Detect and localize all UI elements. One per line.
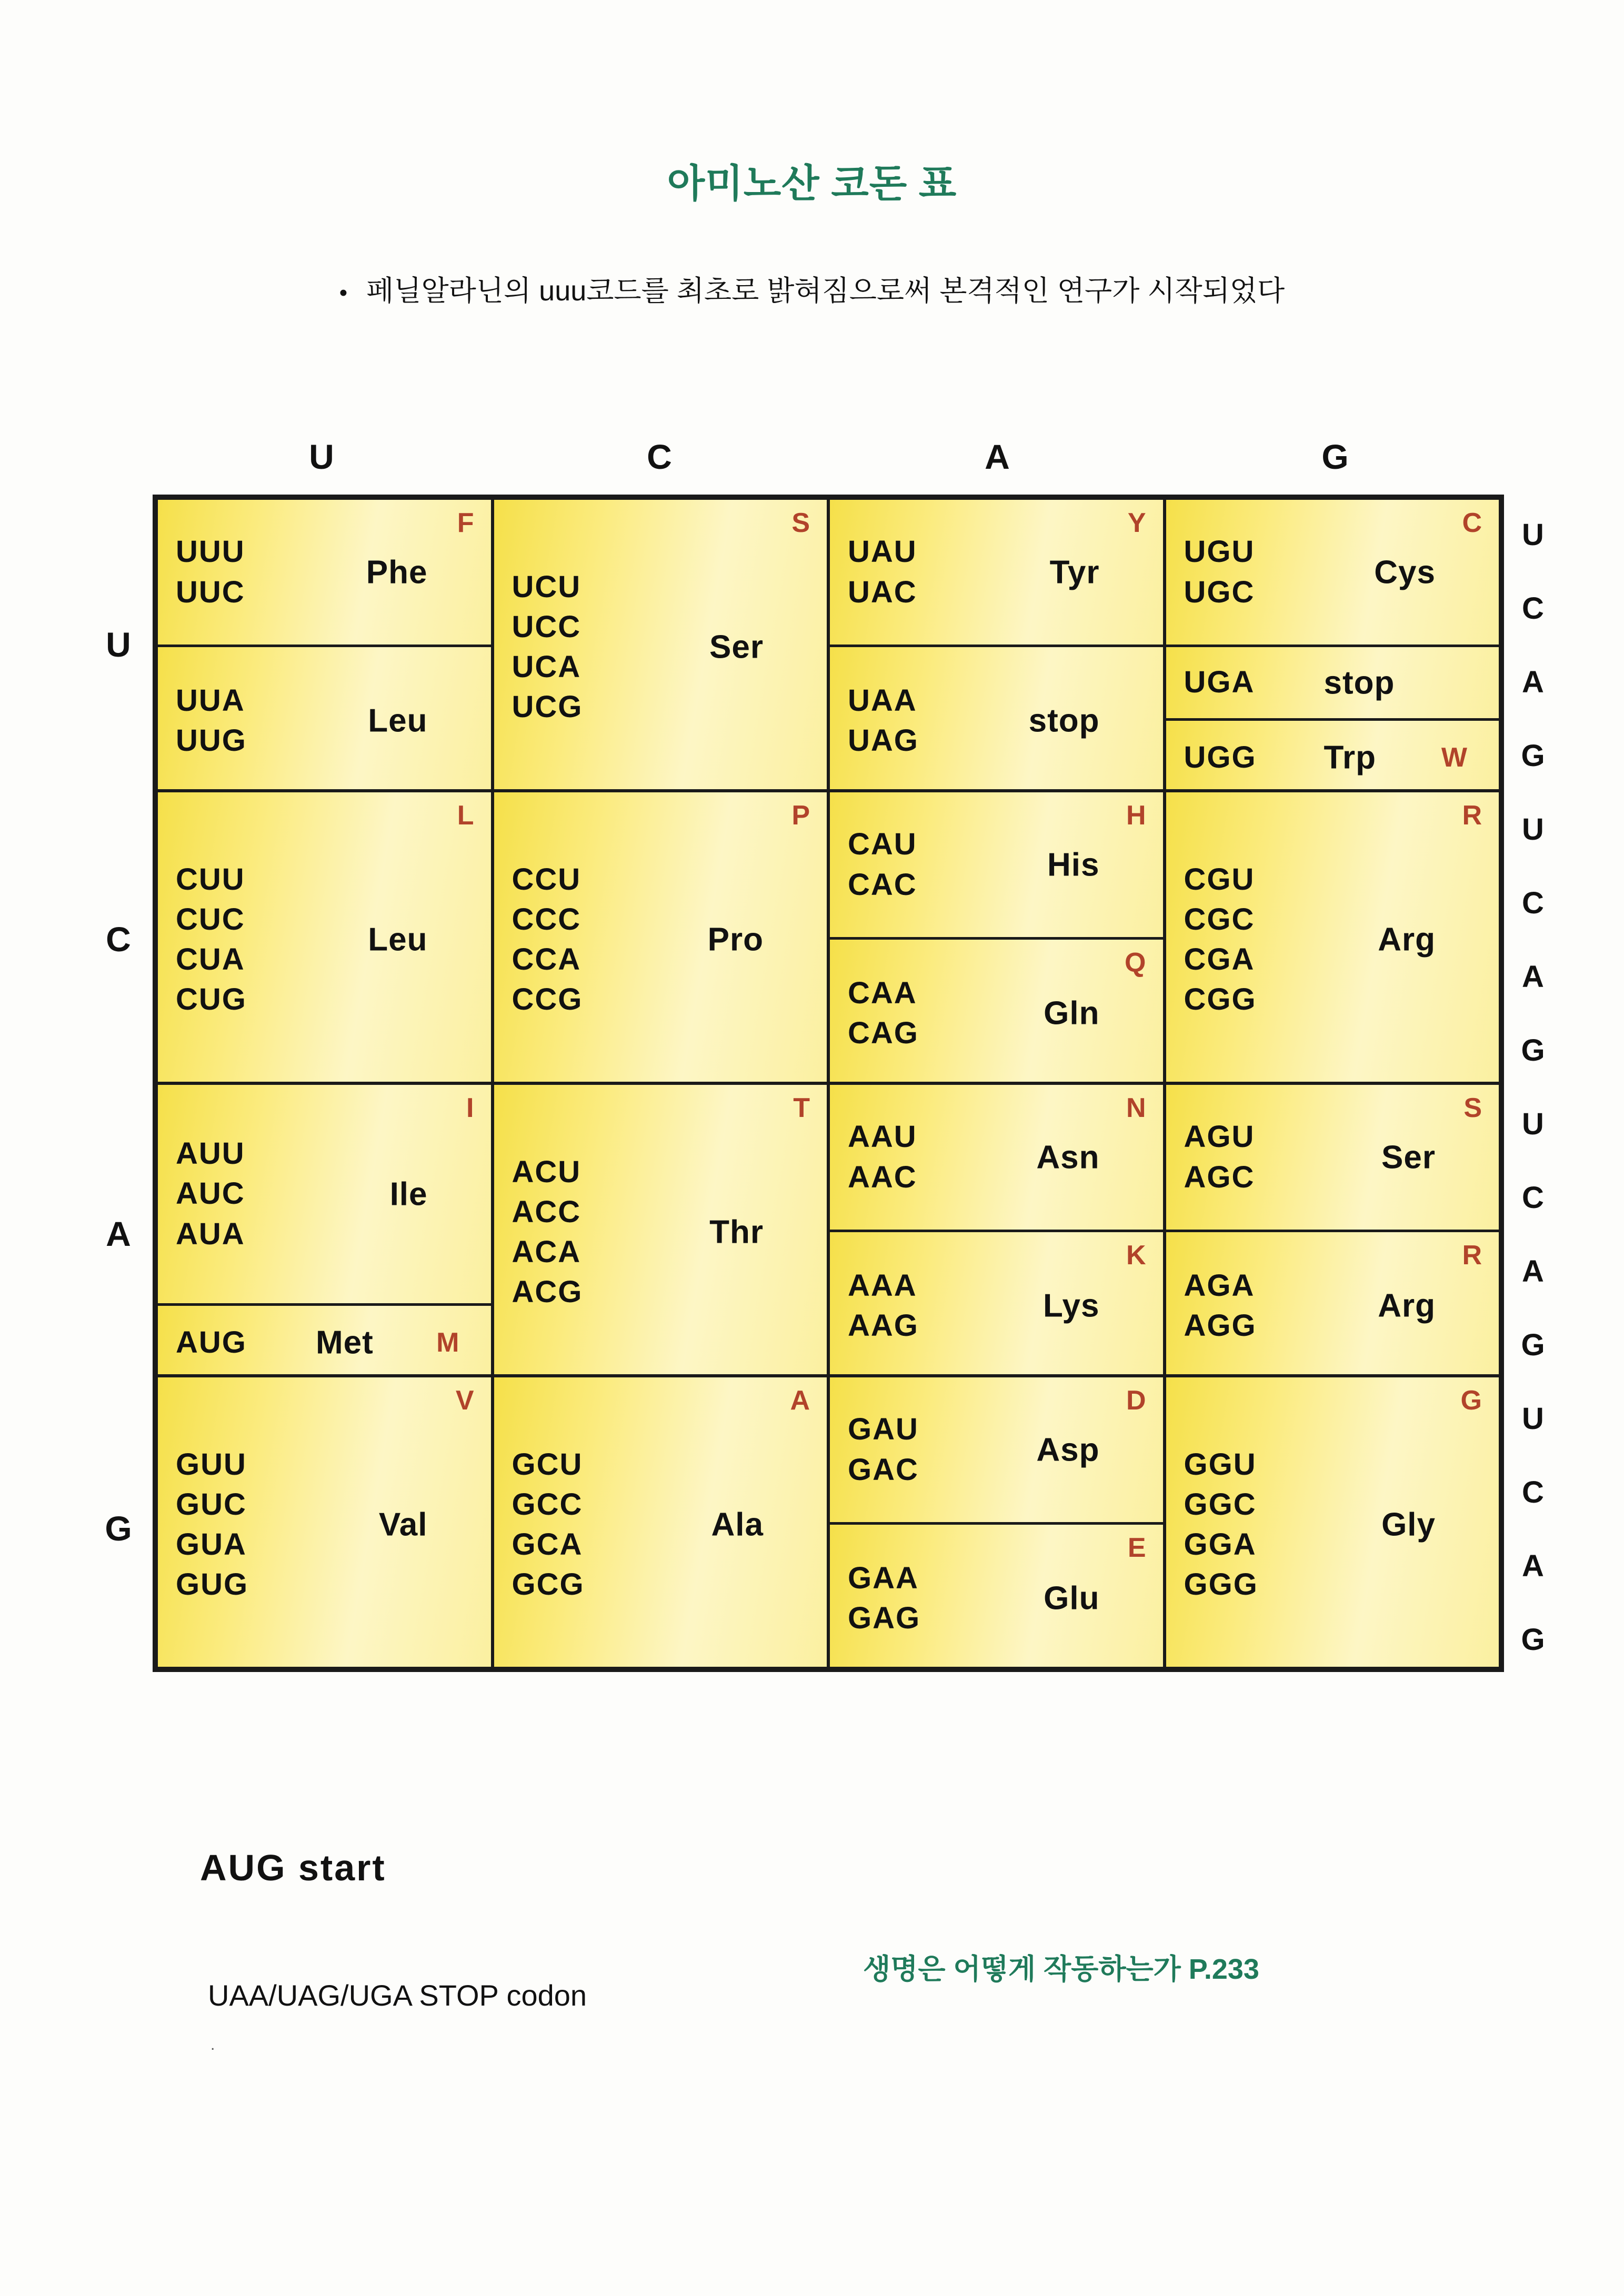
amino-acid-letter: M xyxy=(436,1327,459,1358)
codon-caa: CAA xyxy=(848,975,917,1010)
third-base-u-rowc: U xyxy=(1522,812,1544,847)
codon-list xyxy=(158,1445,248,1605)
codon-group-ser-AG-0 xyxy=(1166,1085,1499,1232)
amino-acid-letter: L xyxy=(457,800,474,831)
codon-list xyxy=(1166,663,1255,702)
codon-gaa: GAA xyxy=(848,1560,919,1595)
codon-agc: AGC xyxy=(1184,1160,1255,1194)
amino-acid-letter: P xyxy=(791,800,810,831)
codon-cell-AU xyxy=(155,1082,494,1377)
codon-list xyxy=(158,860,247,1020)
third-base-g-rowa: G xyxy=(1521,1328,1545,1362)
codon-agu: AGU xyxy=(1184,1120,1255,1154)
amino-acid-letter: S xyxy=(1463,1093,1482,1123)
third-base-c-rowu: C xyxy=(1522,591,1544,626)
codon-cell-CA xyxy=(827,790,1166,1084)
codon-gcg: GCG xyxy=(512,1567,585,1602)
codon-gca: GCA xyxy=(512,1527,583,1562)
amino-acid-letter: N xyxy=(1126,1093,1146,1123)
amino-acid-name: Lys xyxy=(1042,1287,1100,1324)
amino-acid-name: Phe xyxy=(366,554,428,590)
codon-cua: CUA xyxy=(176,942,245,976)
codon-group-ile-AU-0 xyxy=(158,1085,491,1306)
amino-acid-letter: H xyxy=(1126,800,1146,831)
codon-gcc: GCC xyxy=(512,1487,583,1522)
aug-start-note: AUG start xyxy=(200,1847,386,1888)
amino-acid-name: Val xyxy=(378,1506,428,1543)
codon-uua: UUA xyxy=(176,683,245,718)
codon-cell-UG xyxy=(1164,497,1502,792)
codon-agg: AGG xyxy=(1184,1308,1257,1343)
third-base-u-rowg: U xyxy=(1522,1402,1544,1436)
codon-gau: GAU xyxy=(848,1412,919,1447)
amino-acid-name: Gln xyxy=(1044,995,1100,1032)
codon-list xyxy=(830,825,917,904)
codon-cell-UA xyxy=(827,497,1166,792)
codon-ccu: CCU xyxy=(512,862,582,897)
codon-gua: GUA xyxy=(176,1527,247,1562)
codon-guc: GUC xyxy=(176,1487,247,1522)
codon-cca: CCA xyxy=(512,942,582,976)
codon-group-ser-UC-0 xyxy=(494,500,827,792)
codon-uaa: UAA xyxy=(848,683,917,718)
amino-acid-name: Thr xyxy=(709,1214,764,1251)
amino-acid-name: Asp xyxy=(1036,1432,1100,1468)
codon-group-trp-UG-2 xyxy=(1166,721,1499,792)
codon-cell-GG xyxy=(1164,1375,1502,1669)
codon-ucc: UCC xyxy=(512,609,582,644)
codon-list xyxy=(1166,532,1255,611)
codon-cag: CAG xyxy=(848,1016,919,1050)
codon-aau: AAU xyxy=(848,1120,917,1154)
amino-acid-name: His xyxy=(1047,847,1100,883)
codon-uga: UGA xyxy=(1184,665,1255,700)
amino-acid-name: Ala xyxy=(711,1506,764,1543)
codon-auu: AUU xyxy=(176,1136,245,1171)
amino-acid-name: Cys xyxy=(1374,554,1436,590)
codon-aca: ACA xyxy=(512,1235,582,1269)
amino-acid-name: Leu xyxy=(368,921,428,958)
codon-gcu: GCU xyxy=(512,1447,583,1482)
codon-group-glu-GA-1 xyxy=(830,1525,1163,1669)
amino-acid-letter: W xyxy=(1441,742,1467,773)
codon-uuc: UUC xyxy=(176,575,245,609)
row-header-u: U xyxy=(106,625,131,664)
codon-list xyxy=(1166,1266,1257,1345)
codon-cga: CGA xyxy=(1184,942,1255,976)
codon-grid xyxy=(105,495,1545,1672)
codon-cell-CG xyxy=(1164,790,1502,1084)
codon-ucg: UCG xyxy=(512,690,583,724)
codon-group-phe-UU-0 xyxy=(158,500,491,647)
codon-cug: CUG xyxy=(176,982,247,1017)
codon-list xyxy=(494,860,583,1020)
codon-gag: GAG xyxy=(848,1601,921,1635)
amino-acid-name: Leu xyxy=(368,702,428,739)
codon-list xyxy=(830,532,917,611)
codon-group-asn-AA-0 xyxy=(830,1085,1163,1232)
codon-cuc: CUC xyxy=(176,902,245,936)
codon-list xyxy=(830,974,919,1053)
third-base-a-rowa: A xyxy=(1522,1254,1544,1288)
amino-acid-name: Ser xyxy=(709,629,764,666)
column-header-u: U xyxy=(309,437,334,476)
codon-group-leu-CU-0 xyxy=(158,792,491,1084)
codon-group-thr-AC-0 xyxy=(494,1085,827,1377)
codon-aga: AGA xyxy=(1184,1268,1255,1303)
codon-list xyxy=(494,568,583,727)
amino-acid-name: Glu xyxy=(1044,1580,1100,1617)
codon-list xyxy=(494,1153,583,1312)
codon-aaa: AAA xyxy=(848,1268,917,1303)
amino-acid-letter: Q xyxy=(1125,948,1146,978)
codon-group-stop-UA-1 xyxy=(830,647,1163,792)
codon-ggc: GGC xyxy=(1184,1487,1257,1522)
codon-list xyxy=(1166,860,1257,1020)
amino-acid-name: Ile xyxy=(389,1176,428,1212)
codon-uug: UUG xyxy=(176,723,247,758)
codon-cgg: CGG xyxy=(1184,982,1257,1017)
codon-cell-GU xyxy=(155,1375,494,1669)
codon-group-his-CA-0 xyxy=(830,792,1163,940)
amino-acid-letter: K xyxy=(1126,1240,1146,1271)
codon-gug: GUG xyxy=(176,1567,249,1602)
codon-cell-AG xyxy=(1164,1082,1502,1377)
bullet-text: 페닐알라닌의 uuu코드를 최초로 밝혀짐으로써 본격적인 연구가 시작되었다 xyxy=(366,275,1285,307)
amino-acid-letter: E xyxy=(1127,1533,1146,1563)
codon-group-cys-UG-0 xyxy=(1166,500,1499,647)
codon-cuu: CUU xyxy=(176,862,245,897)
amino-acid-letter: V xyxy=(455,1385,474,1416)
amino-acid-letter: G xyxy=(1460,1385,1482,1416)
amino-acid-name: Pro xyxy=(707,921,764,958)
codon-group-stop-UG-1 xyxy=(1166,647,1499,721)
codon-group-ala-GC-0 xyxy=(494,1377,827,1669)
codon-list xyxy=(158,681,247,760)
codon-cell-UC xyxy=(492,497,830,792)
codon-group-arg-AG-1 xyxy=(1166,1232,1499,1377)
codon-group-gln-CA-1 xyxy=(830,940,1163,1084)
codon-ugc: UGC xyxy=(1184,575,1255,609)
amino-acid-letter: R xyxy=(1462,800,1482,831)
amino-acid-name: stop xyxy=(1324,664,1395,701)
codon-gga: GGA xyxy=(1184,1527,1257,1562)
codon-aag: AAG xyxy=(848,1308,919,1343)
codon-aac: AAC xyxy=(848,1160,917,1194)
amino-acid-name: Arg xyxy=(1378,1287,1436,1324)
third-base-column xyxy=(1507,498,1559,1668)
amino-acid-letter: Y xyxy=(1127,508,1146,538)
codon-auc: AUC xyxy=(176,1176,245,1211)
column-header-g: G xyxy=(1321,437,1349,476)
amino-acid-letter: T xyxy=(793,1093,810,1123)
codon-group-leu-UU-1 xyxy=(158,647,491,792)
amino-acid-name: Arg xyxy=(1378,921,1436,958)
row-header-column xyxy=(87,498,150,1668)
amino-acid-name: stop xyxy=(1028,702,1100,739)
codon-cau: CAU xyxy=(848,827,917,862)
third-base-u-rowu: U xyxy=(1522,518,1544,552)
codon-aug: AUG xyxy=(176,1325,247,1360)
codon-ccc: CCC xyxy=(512,902,582,936)
codon-uca: UCA xyxy=(512,650,582,684)
codon-cell-CC xyxy=(492,790,830,1084)
codon-group-tyr-UA-0 xyxy=(830,500,1163,647)
codon-list xyxy=(830,1559,920,1638)
third-base-a-rowg: A xyxy=(1522,1549,1544,1583)
amino-acid-letter: D xyxy=(1126,1385,1146,1416)
codon-uac: UAC xyxy=(848,575,917,609)
amino-acid-letter: A xyxy=(790,1385,810,1416)
amino-acid-letter: S xyxy=(791,508,810,538)
codon-list xyxy=(158,532,245,611)
third-base-g-rowc: G xyxy=(1521,1033,1545,1068)
codon-cell-GC xyxy=(492,1375,830,1669)
amino-acid-letter: C xyxy=(1462,508,1482,538)
codon-acu: ACU xyxy=(512,1154,582,1189)
codon-table xyxy=(105,437,1545,1672)
codon-ugu: UGU xyxy=(1184,535,1255,569)
codon-cell-AA xyxy=(827,1082,1166,1377)
codon-group-arg-CG-0 xyxy=(1166,792,1499,1084)
codon-acc: ACC xyxy=(512,1194,582,1229)
amino-acid-name: Trp xyxy=(1324,739,1376,776)
bullet-marker: • xyxy=(339,280,348,306)
codon-acg: ACG xyxy=(512,1275,583,1310)
row-header-a: A xyxy=(106,1214,131,1253)
codon-group-gly-GG-0 xyxy=(1166,1377,1499,1669)
column-header-a: A xyxy=(985,437,1010,476)
codon-aua: AUA xyxy=(176,1216,245,1251)
third-base-g-rowg: G xyxy=(1521,1623,1545,1657)
codon-group-pro-CC-0 xyxy=(494,792,827,1084)
third-base-g-rowu: G xyxy=(1521,739,1545,773)
amino-acid-name: Gly xyxy=(1381,1506,1436,1543)
codon-group-met-AU-1 xyxy=(158,1306,491,1377)
codon-cgu: CGU xyxy=(1184,862,1255,897)
amino-acid-name: Ser xyxy=(1381,1139,1436,1175)
codon-cac: CAC xyxy=(848,867,917,902)
codon-list xyxy=(830,1266,919,1345)
amino-acid-name: Asn xyxy=(1036,1139,1100,1175)
codon-ugg: UGG xyxy=(1184,740,1257,774)
codon-uuu: UUU xyxy=(176,535,245,569)
codon-uag: UAG xyxy=(848,723,919,758)
amino-acid-letter: F xyxy=(457,508,474,538)
source-note: 생명은 어떻게 작동하는가 P.233 xyxy=(863,1953,1259,1985)
codon-ucu: UCU xyxy=(512,569,582,604)
column-header-row xyxy=(153,437,1521,495)
codon-list xyxy=(1166,1117,1255,1196)
third-base-a-rowc: A xyxy=(1522,960,1544,994)
codon-list xyxy=(494,1445,585,1605)
third-base-c-rowg: C xyxy=(1522,1475,1544,1509)
third-base-a-rowu: A xyxy=(1522,665,1544,699)
codon-list xyxy=(1166,738,1257,777)
page-title: 아미노산 코돈 표 xyxy=(667,162,957,205)
codon-ggu: GGU xyxy=(1184,1447,1257,1482)
codon-group-asp-GA-0 xyxy=(830,1377,1163,1525)
stop-codon-note: UAA/UAG/UGA STOP codon xyxy=(208,1979,587,2012)
amino-acid-name: Tyr xyxy=(1049,554,1100,590)
codon-cell-UU xyxy=(155,497,494,792)
codon-list xyxy=(158,1323,247,1362)
third-base-c-rowa: C xyxy=(1522,1181,1544,1215)
codon-cell-CU xyxy=(155,790,494,1084)
row-header-g: G xyxy=(105,1509,132,1548)
amino-acid-letter: R xyxy=(1462,1240,1482,1271)
bullet-line xyxy=(0,268,1624,309)
amino-acid-letter: I xyxy=(466,1093,474,1123)
codon-ggg: GGG xyxy=(1184,1567,1258,1602)
column-header-c: C xyxy=(647,437,672,476)
codon-ccg: CCG xyxy=(512,982,583,1017)
third-base-c-rowc: C xyxy=(1522,886,1544,920)
codon-group-lys-AA-1 xyxy=(830,1232,1163,1377)
codon-uau: UAU xyxy=(848,535,917,569)
trailing-dot: . xyxy=(210,2036,215,2053)
codon-guu: GUU xyxy=(176,1447,247,1482)
third-base-u-rowa: U xyxy=(1522,1107,1544,1141)
codon-cell-GA xyxy=(827,1375,1166,1669)
codon-cell-AC xyxy=(492,1082,830,1377)
codon-list xyxy=(830,1410,919,1489)
codon-list xyxy=(158,1134,245,1254)
row-header-c: C xyxy=(106,920,131,959)
amino-acid-name: Met xyxy=(316,1324,374,1361)
codon-list xyxy=(830,1117,917,1196)
codon-list xyxy=(1166,1445,1258,1605)
codon-gac: GAC xyxy=(848,1452,919,1487)
codon-group-val-GU-0 xyxy=(158,1377,491,1669)
codon-cgc: CGC xyxy=(1184,902,1255,936)
codon-list xyxy=(830,681,919,760)
